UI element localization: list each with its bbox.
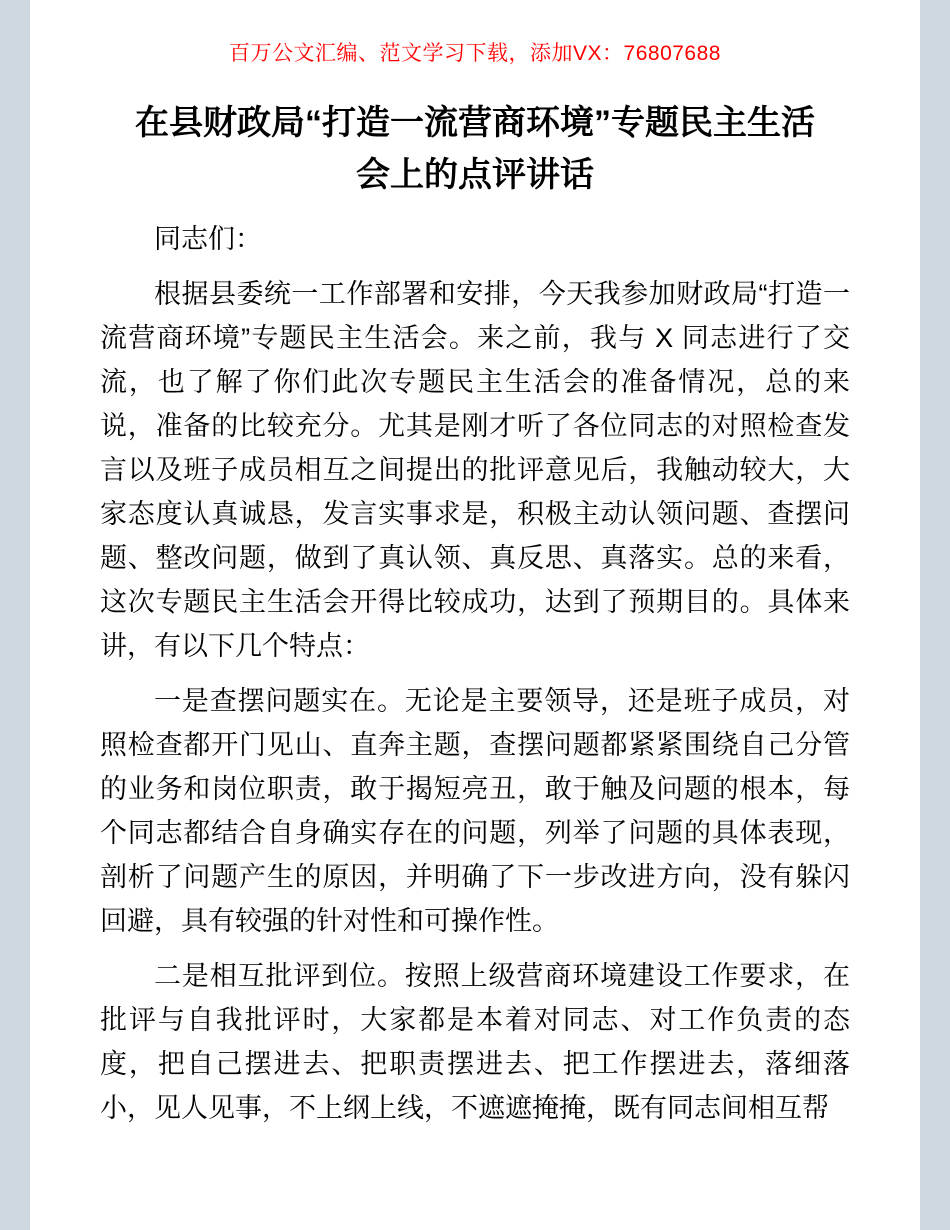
watermark-notice: 百万公文汇编、范文学习下载，添加VX：76807688 [229, 42, 721, 65]
document-title: 在县财政局“打造一流营商环境”专题民主生活会上的点评讲话 [135, 104, 815, 195]
paragraph-salutation: 同志们： [154, 224, 262, 255]
paragraph-point-one: 一是查摆问题实在。无论是主要领导，还是班子成员，对照检查都开门见山、直奔主题，查摆问题都紧紧围绕自己分管的业务和岗位职责，敢于揭短亮丑，敢于触及问题的根本，每个同志都结合自身确实存在的问题，列举了问题的具体表现，剖析了问题产生的原因，并明确了下一步改进方向，没有躲闪回避，具有较强的针对性和可操作性。 [100, 686, 850, 937]
paragraph-point-two: 二是相互批评到位。按照上级营商环境建设工作要求，在批评与自我批评时，大家都是本着对同志、对工作负责的态度，把自己摆进去、把职责摆进去、把工作摆进去，落细落小，见人见事，不上纲上线，不遮遮掩掩，既有同志间相互帮 [100, 961, 850, 1124]
paragraph-intro: 根据县委统一工作部署和安排，今天我参加财政局“打造一流营商环境”专题民主生活会。来之前，我与 X 同志进行了交流，也了解了你们此次专题民主生活会的准备情况，总的来说，准备的比较充分。尤其是刚才听了各位同志的对照检查发言以及班子成员相互之间提出的批评意见后，我触动较大，大家态度认真诚恳，发言实事求是，积极主动认领问题、查摆问题、整改问题，做到了真认领、真反思、真落实。总的来看，这次专题民主生活会开得比较成功，达到了预期目的。具体来讲，有以下几个特点： [100, 279, 850, 662]
document-body [100, 217, 850, 1130]
document-page [30, 0, 920, 1230]
